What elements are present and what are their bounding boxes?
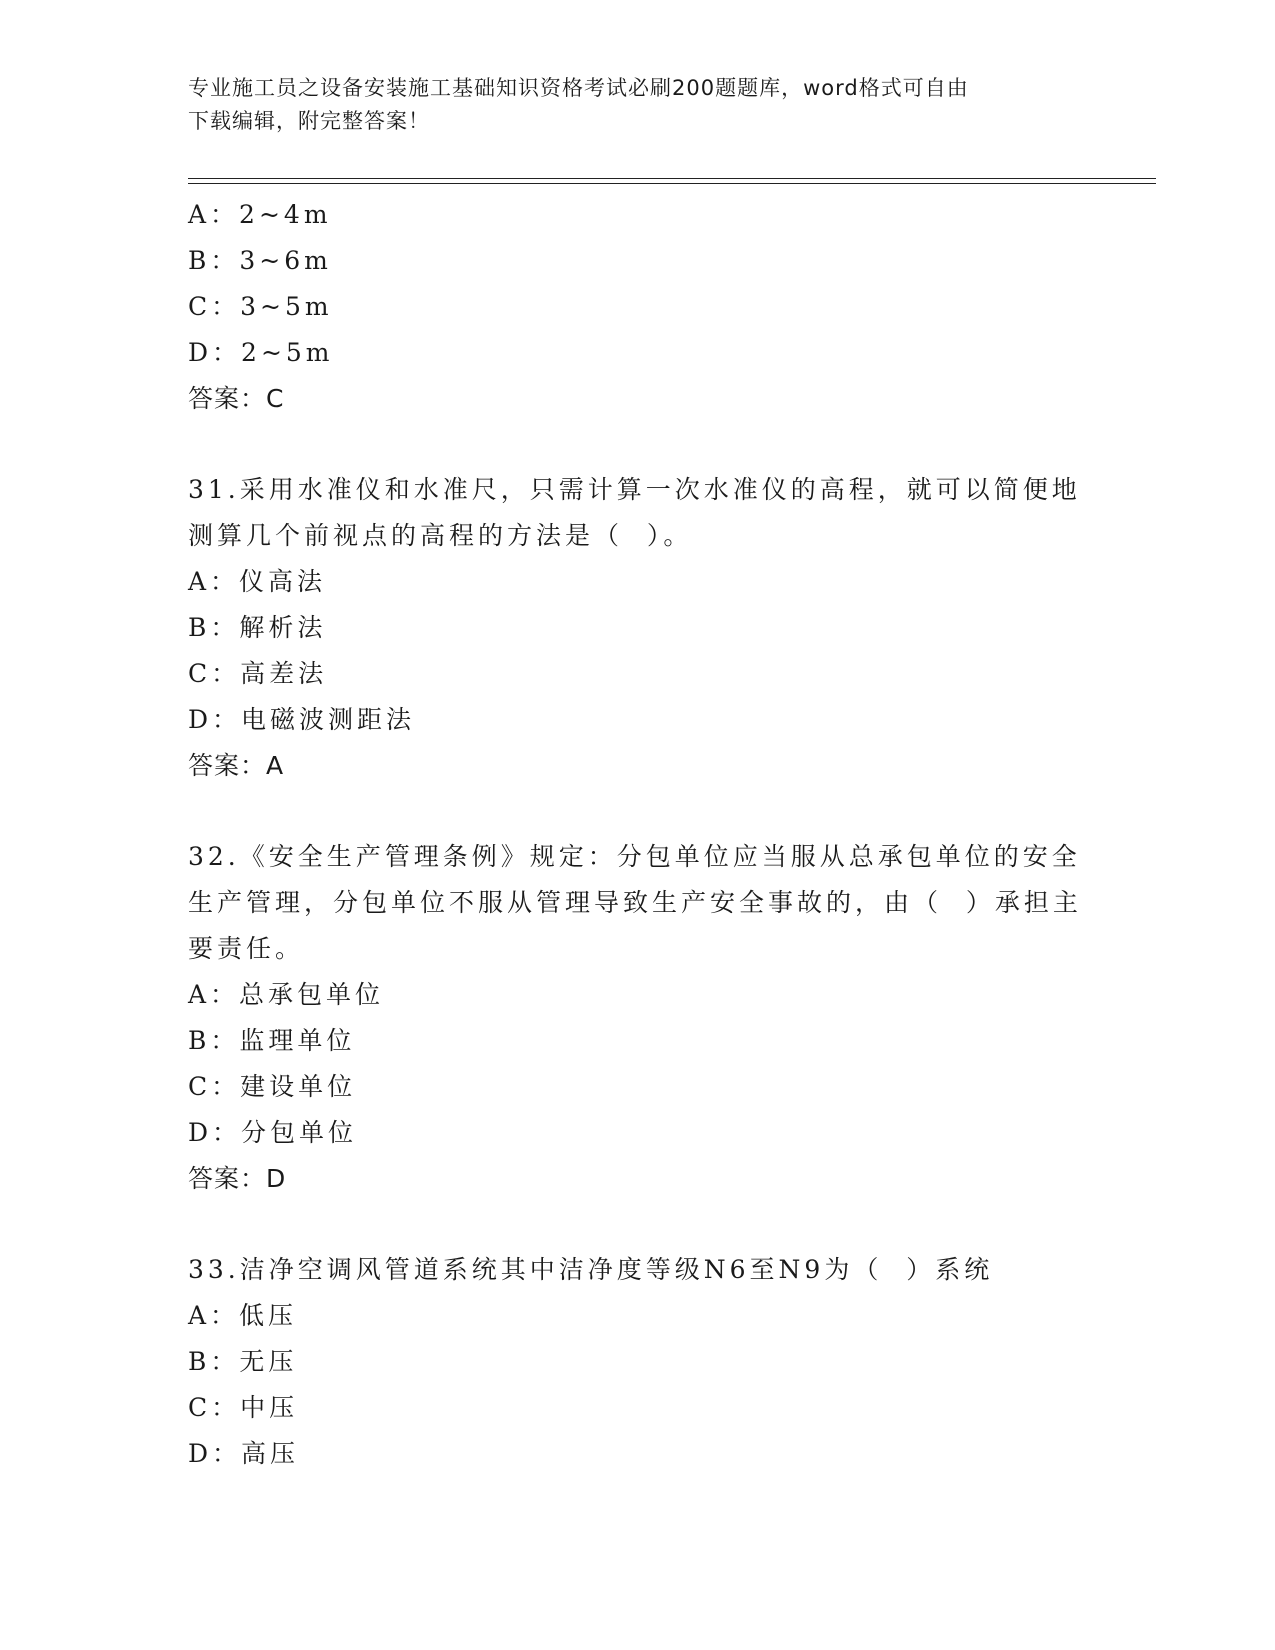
option-c: C：中压 [188, 1393, 299, 1422]
question-text: 要责任。 [188, 934, 305, 963]
option-b: B：3~6m [188, 246, 332, 275]
question-list [188, 192, 1088, 1477]
answer: 答案：C [188, 384, 285, 413]
question-33 [188, 1247, 1088, 1477]
option-a: A：低压 [188, 1301, 298, 1330]
option-a: A：2~4m [188, 200, 332, 229]
option-d: D：高压 [188, 1439, 300, 1468]
question-text: 测算几个前视点的高程的方法是（ ）。 [188, 521, 693, 550]
option-c: C：高差法 [188, 659, 328, 688]
option-d: D：分包单位 [188, 1118, 358, 1147]
header-divider-top [188, 178, 1156, 179]
question-text: 生产管理，分包单位不服从管理导致生产安全事故的，由（ ）承担主 [188, 888, 1082, 917]
option-c: C：3~5m [188, 292, 333, 321]
header-line-1: 专业施工员之设备安装施工基础知识资格考试必刷200题题库，word格式可自由 [188, 76, 969, 100]
option-b: B：无压 [188, 1347, 298, 1376]
answer: 答案：D [188, 1164, 287, 1193]
document-header [188, 72, 1088, 138]
question-text: 33.洁净空调风管道系统其中洁净度等级N6至N9为（ ）系统 [188, 1255, 994, 1284]
option-a: A：总承包单位 [188, 980, 385, 1009]
header-line-2: 下载编辑，附完整答案！ [188, 109, 430, 133]
header-divider-bottom [188, 183, 1156, 184]
option-c: C：建设单位 [188, 1072, 357, 1101]
question-32 [188, 834, 1088, 1202]
option-b: B：监理单位 [188, 1026, 356, 1055]
option-d: D：电磁波测距法 [188, 705, 416, 734]
option-a: A：仪高法 [188, 567, 327, 596]
question-30-tail [188, 192, 1088, 422]
answer: 答案：A [188, 751, 285, 780]
question-31 [188, 467, 1088, 789]
option-b: B：解析法 [188, 613, 327, 642]
question-text: 31.采用水准仪和水准尺，只需计算一次水准仪的高程，就可以简便地 [188, 475, 1081, 504]
question-text: 32.《安全生产管理条例》规定：分包单位应当服从总承包单位的安全 [188, 842, 1081, 871]
option-d: D：2~5m [188, 338, 334, 367]
